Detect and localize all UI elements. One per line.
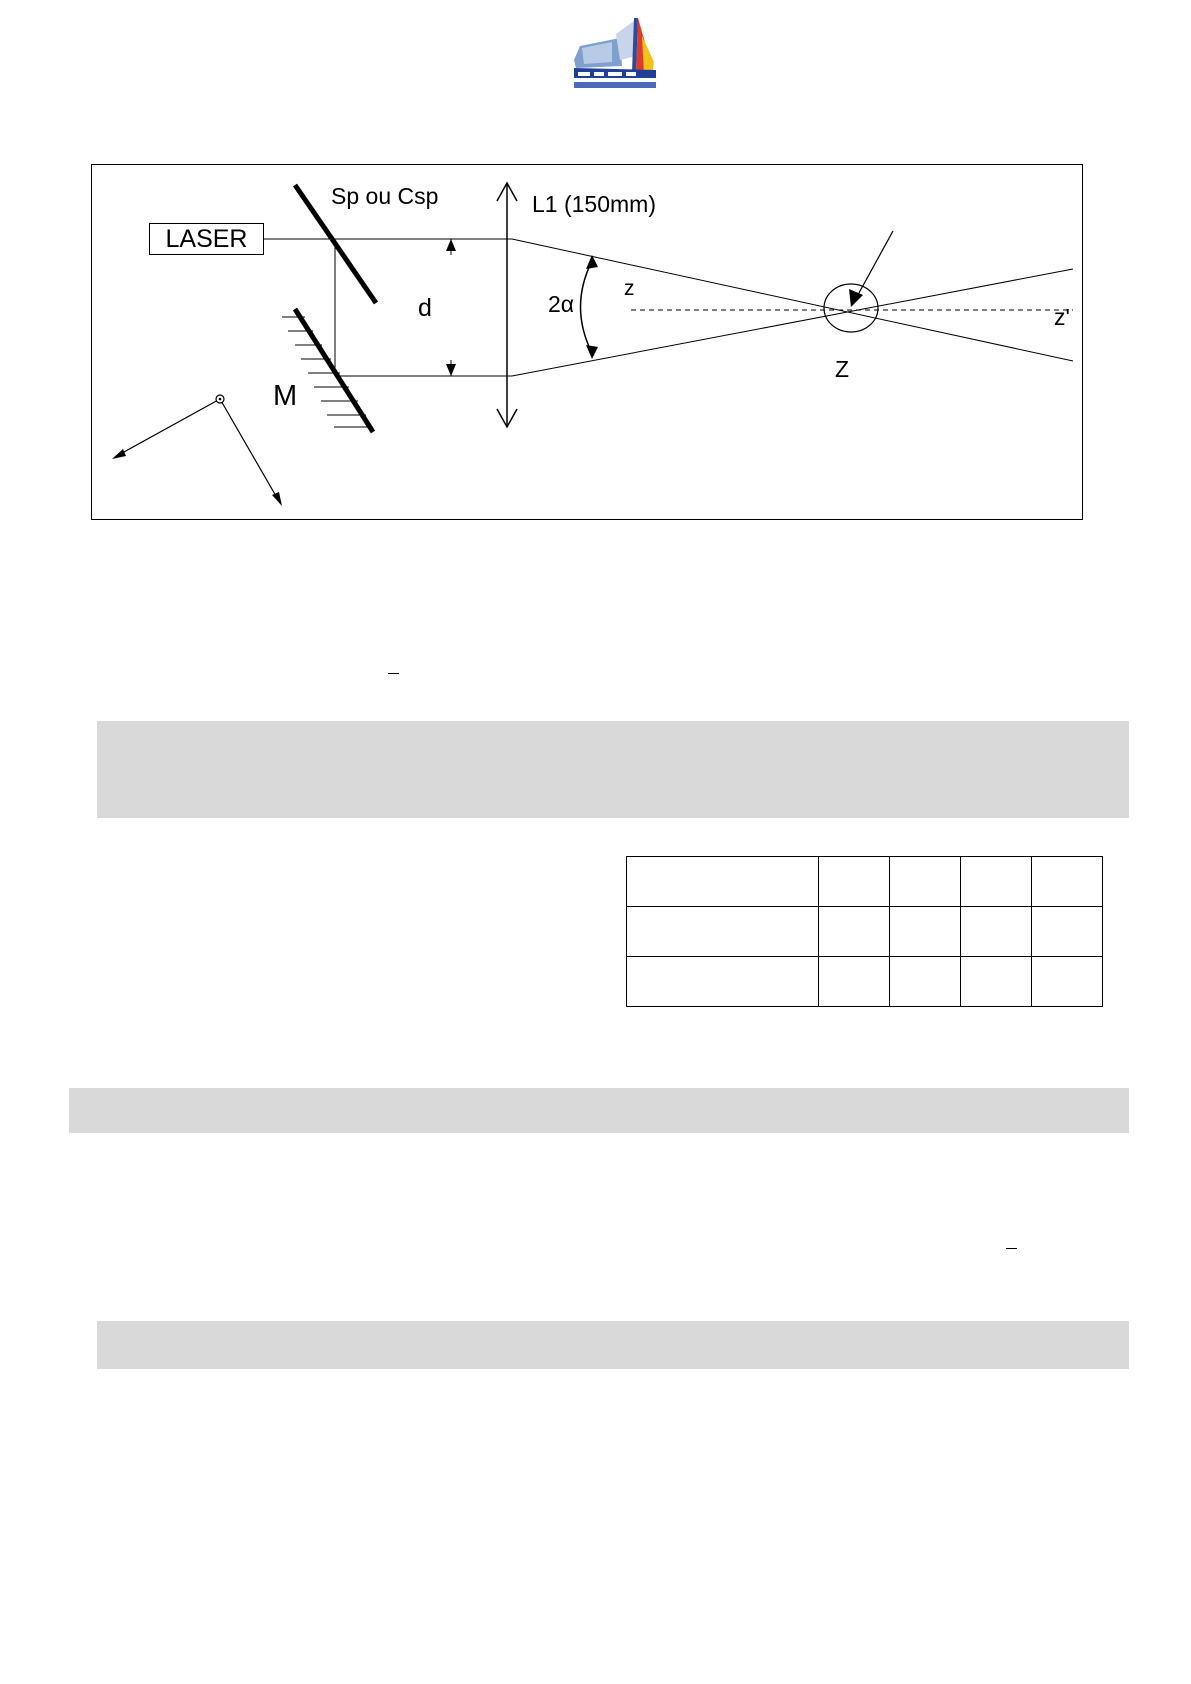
optical-setup-diagram xyxy=(92,165,1084,521)
laser-label: LASER xyxy=(149,223,264,255)
measurement-table xyxy=(626,856,1103,1007)
lens-label: L1 (150mm) xyxy=(532,191,656,217)
table-cell xyxy=(819,907,890,957)
table-cell xyxy=(627,907,819,957)
table-cell xyxy=(819,857,890,907)
table-cell xyxy=(1032,957,1103,1007)
minus-mark xyxy=(1006,1248,1017,1249)
table-row xyxy=(627,857,1103,907)
axis-start-label: z xyxy=(624,277,635,300)
optical-setup-figure xyxy=(91,164,1083,520)
table-cell xyxy=(890,857,961,907)
table-cell xyxy=(819,957,890,1007)
answer-band xyxy=(97,721,1129,818)
minus-mark xyxy=(388,673,399,674)
table-cell xyxy=(1032,857,1103,907)
answer-band xyxy=(97,1321,1129,1369)
table-cell xyxy=(961,907,1032,957)
splitter-label: Sp ou Csp xyxy=(331,183,439,209)
answer-band xyxy=(69,1088,1129,1133)
table-cell xyxy=(890,907,961,957)
mirror-label: M xyxy=(273,380,298,412)
table-cell xyxy=(961,957,1032,1007)
table-cell xyxy=(627,857,819,907)
zone-label: Z xyxy=(835,356,850,382)
table-cell xyxy=(627,957,819,1007)
table-cell xyxy=(1032,907,1103,957)
axis-end-label: z' xyxy=(1054,304,1070,330)
institution-logo-icon xyxy=(572,16,658,92)
table-row xyxy=(627,907,1103,957)
table-cell xyxy=(961,857,1032,907)
angle-label: 2α xyxy=(548,291,575,317)
table-row xyxy=(627,957,1103,1007)
distance-label: d xyxy=(418,294,432,322)
table-cell xyxy=(890,957,961,1007)
